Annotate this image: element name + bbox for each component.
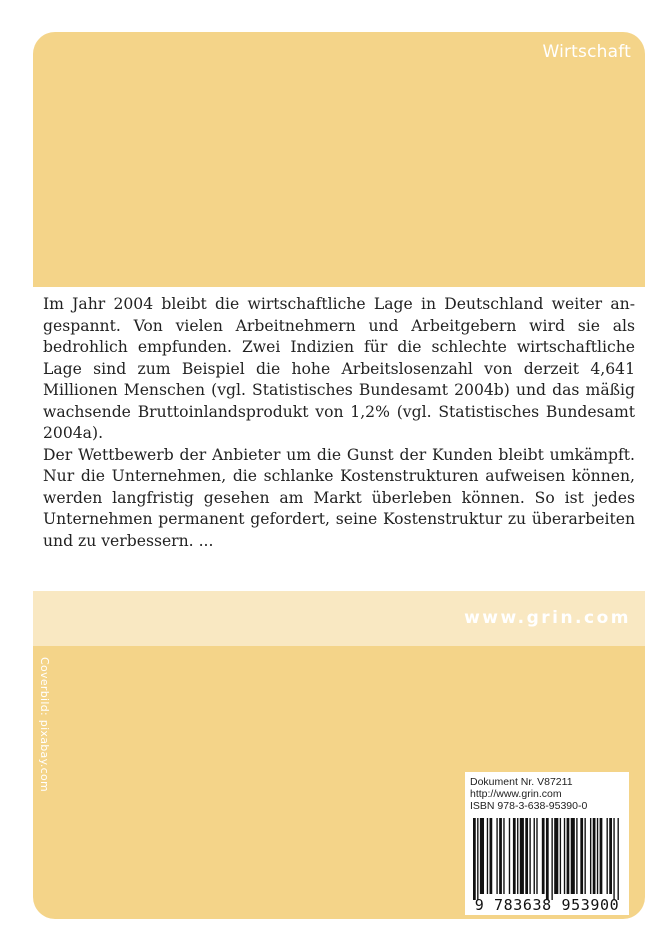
barcode-bar: [560, 818, 561, 894]
cover-credit: Coverbild: pixabay.com: [38, 657, 51, 793]
barcode-bar: [597, 818, 598, 894]
url-band: [33, 591, 645, 646]
barcode-bar: [487, 818, 488, 894]
blurb-text: [43, 294, 635, 552]
barcode-bar: [567, 818, 570, 894]
barcode-bar: [609, 818, 612, 894]
barcode-bar: [520, 818, 524, 894]
document-number: Dokument Nr. V87211: [470, 776, 573, 788]
barcode-bar: [554, 818, 558, 894]
barcode-bar: [571, 818, 575, 894]
barcode-bar: [618, 818, 619, 900]
publisher-url: www.grin.com: [464, 608, 631, 628]
barcode-bar: [529, 818, 530, 894]
barcode-bar: [496, 818, 497, 894]
barcode-bar: [593, 818, 596, 894]
barcode-bar: [542, 818, 545, 894]
barcode-bar: [551, 818, 552, 900]
barcode-bar: [503, 818, 504, 894]
barcode-bar: [536, 818, 537, 894]
back-cover: [33, 32, 645, 919]
barcode-bar: [499, 818, 502, 894]
barcode-bar: [606, 818, 607, 894]
barcode-bar: [480, 818, 484, 894]
barcode-bar: [490, 818, 493, 894]
barcode-bar: [525, 818, 528, 894]
barcode-bar: [580, 818, 583, 894]
info-box: [465, 772, 629, 915]
isbn: ISBN 978-3-638-95390-0: [470, 800, 588, 812]
barcode-bar: [584, 818, 585, 894]
barcode-bar: [477, 818, 478, 900]
barcode: [473, 818, 623, 900]
barcode-bar: [534, 818, 535, 894]
blurb-panel: [33, 287, 645, 591]
barcode-digits: 9 783638 953900: [474, 896, 620, 914]
barcode-bar: [590, 818, 591, 894]
barcode-bar: [576, 818, 577, 894]
blurb-paragraph-2: Der Wettbewerb der Anbieter um die Gunst der Kunden bleibt umkämpft. Nur die Unternehmen, die schlanke Kostenstrukturen aufweisen können, werden langfristig gesehen am Markt überleben können. So ist jedes Unternehmen permanent gefordert, seine Kostenstruktur zu überarbeiten und zu verbessern. ...: [43, 445, 635, 550]
barcode-bar: [473, 818, 476, 900]
blurb-paragraph-1: Im Jahr 2004 bleibt die wirtschaftliche Lage in Deutschland weiter angespannt. Von vielen Arbeitnehmern und Arbeitgebern wird sie als bedrohlich empfunden. Zwei Indizien für die schlechte wirtschaftliche Lage sind zum Beispiel die hohe Arbeitslosenzahl von derzeit 4,641 Millionen Menschen (vgl. Statistisches Bundesamt 2004b) und das mäßig wachsende Bruttoinlandsprodukt von 1,2% (vgl. Statistisches Bundesamt 2004a).: [43, 295, 635, 442]
barcode-bar: [546, 818, 549, 900]
category-label: Wirtschaft: [542, 42, 631, 62]
barcode-bar: [509, 818, 510, 894]
website: http://www.grin.com: [470, 788, 562, 800]
barcode-bar: [613, 818, 614, 900]
barcode-bar: [600, 818, 603, 894]
barcode-bar: [513, 818, 516, 894]
document-info: [470, 776, 587, 812]
barcode-bar: [564, 818, 565, 894]
barcode-bar: [517, 818, 518, 894]
